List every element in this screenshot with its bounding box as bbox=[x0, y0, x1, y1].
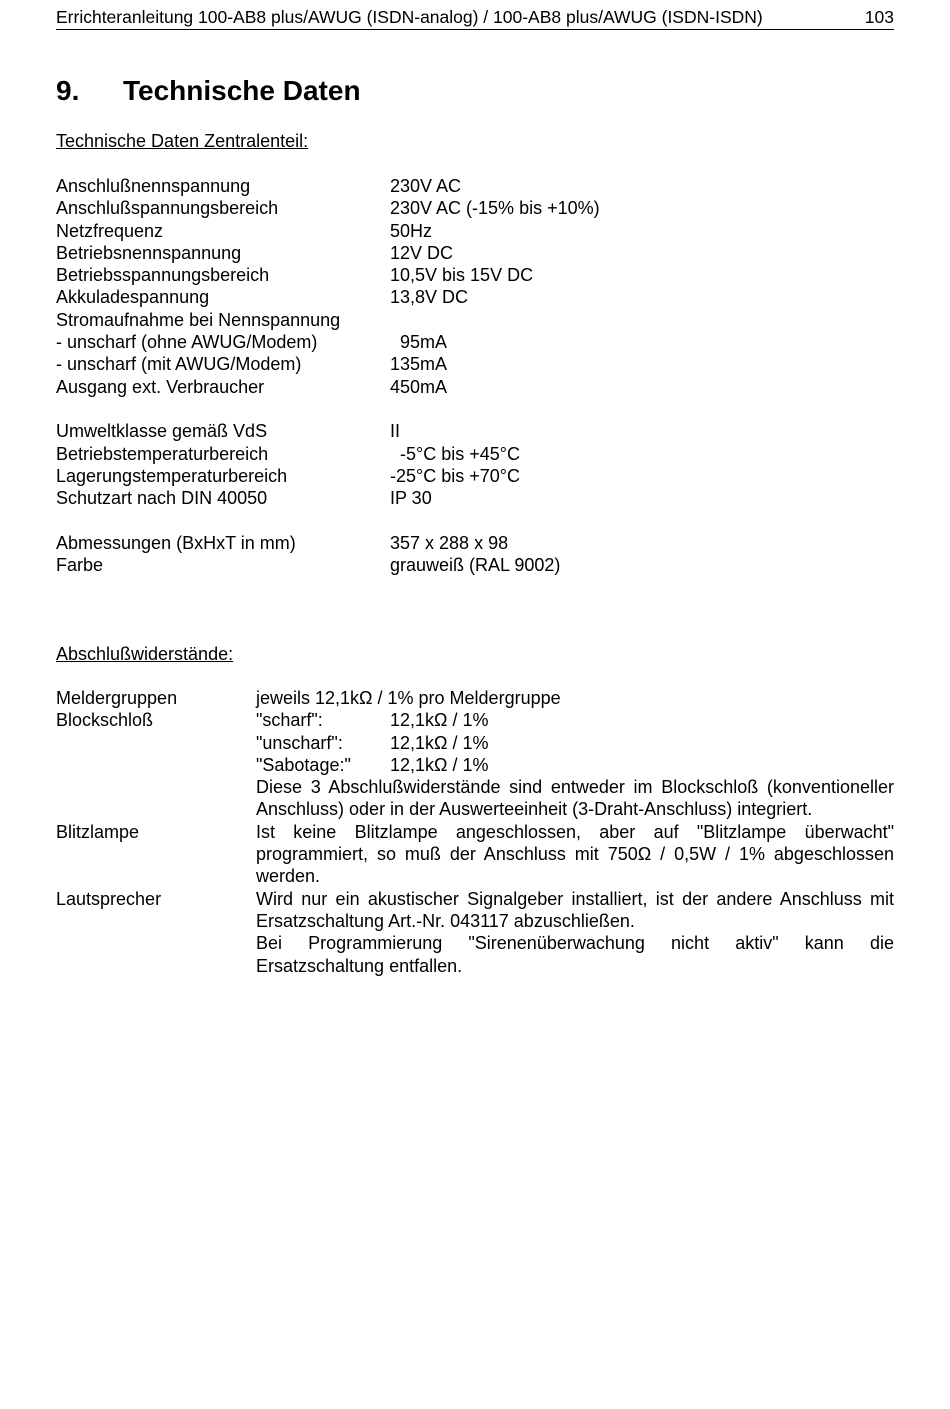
blockschloss-item-key: "scharf": bbox=[256, 710, 323, 731]
spec-row bbox=[56, 554, 894, 576]
spec-value: 10,5V bis 15V DC bbox=[390, 265, 534, 286]
spec-row bbox=[56, 286, 894, 308]
spec-row bbox=[56, 443, 894, 465]
spec-row bbox=[56, 376, 894, 398]
central-unit-heading: Technische Daten Zentralenteil: bbox=[56, 131, 309, 151]
spec-row bbox=[56, 465, 894, 487]
resistor-text: jeweils 12,1kΩ / 1% pro Meldergruppe bbox=[256, 688, 561, 708]
spec-row bbox=[56, 175, 894, 197]
spec-value: grauweiß (RAL 9002) bbox=[390, 555, 561, 576]
page-header bbox=[56, 6, 894, 30]
spec-value: 357 x 288 x 98 bbox=[390, 532, 509, 553]
spec-value: 12V DC bbox=[390, 242, 454, 263]
page-number: 103 bbox=[864, 7, 894, 27]
lautsprecher-text: Bei Programmierung "Sirenenüberwachung nicht aktiv" kann die Ersatzschaltung entfallen. bbox=[256, 933, 894, 976]
spec-row bbox=[56, 532, 894, 554]
spec-row bbox=[56, 353, 894, 375]
spec-value: IP 30 bbox=[390, 488, 432, 509]
resistor-row-blockschloss bbox=[56, 709, 894, 820]
spec-value: 450mA bbox=[390, 376, 448, 397]
blockschloss-item-value: 12,1kΩ / 1% bbox=[390, 754, 489, 775]
blockschloss-item bbox=[256, 732, 894, 754]
spec-row bbox=[56, 420, 894, 442]
spec-label: Betriebsspannungsbereich bbox=[56, 265, 270, 286]
resistor-row-meldergruppen bbox=[56, 687, 894, 709]
spec-label: Anschlußnennspannung bbox=[56, 176, 251, 196]
spec-row bbox=[56, 509, 894, 531]
spec-value: 50Hz bbox=[390, 220, 433, 241]
spec-value: 95mA bbox=[390, 332, 448, 353]
spec-label: Ausgang ext. Verbraucher bbox=[56, 376, 265, 397]
resistor-row-blitzlampe bbox=[56, 821, 894, 888]
document-title: Errichteranleitung 100-AB8 plus/AWUG (ISDN-analog) / 100-AB8 plus/AWUG (ISDN-ISDN) bbox=[56, 7, 763, 27]
spec-value: 135mA bbox=[390, 354, 448, 375]
chapter-number: 9. bbox=[56, 75, 80, 106]
blockschloss-item-value: 12,1kΩ / 1% bbox=[390, 732, 489, 753]
central-unit-spec-list bbox=[56, 175, 894, 576]
spec-label: Farbe bbox=[56, 555, 104, 576]
spec-label: Umweltklasse gemäß VdS bbox=[56, 421, 268, 442]
spec-label: Abmessungen (BxHxT in mm) bbox=[56, 532, 296, 553]
resistor-row-lautsprecher bbox=[56, 888, 894, 977]
blockschloss-item-value: 12,1kΩ / 1% bbox=[390, 710, 489, 731]
spec-label: - unscharf (mit AWUG/Modem) bbox=[56, 354, 302, 375]
resistor-label: Blitzlampe bbox=[56, 821, 140, 842]
spec-row bbox=[56, 487, 894, 509]
blockschloss-details bbox=[256, 709, 894, 820]
spec-row bbox=[56, 197, 894, 219]
resistor-text: Ist keine Blitzlampe angeschlossen, aber auf "Blitzlampe überwacht" programmiert, so muß der Anschluss mit 750Ω / 0,5W / 1% abgeschlossen werden. bbox=[256, 821, 894, 887]
spec-label: Stromaufnahme bei Nennspannung bbox=[56, 309, 341, 330]
chapter-title: Technische Daten bbox=[123, 75, 361, 106]
blockschloss-note: Diese 3 Abschlußwiderstände sind entweder im Blockschloß (konventioneller Anschluss) oder in der Auswerteeinheit (3-Draht-Anschluss) integriert. bbox=[256, 777, 894, 820]
spec-value: II bbox=[390, 421, 401, 442]
spec-label: - unscharf (ohne AWUG/Modem) bbox=[56, 332, 318, 353]
spec-value: -25°C bis +70°C bbox=[390, 465, 520, 486]
spec-label: Betriebstemperaturbereich bbox=[56, 443, 269, 464]
chapter-heading bbox=[56, 74, 361, 108]
spec-row bbox=[56, 264, 894, 286]
spec-value: 230V AC (-15% bis +10%) bbox=[390, 198, 600, 219]
blockschloss-item bbox=[256, 709, 894, 731]
spec-label: Netzfrequenz bbox=[56, 220, 164, 241]
spec-row bbox=[56, 398, 894, 420]
spec-label: Betriebsnennspannung bbox=[56, 242, 242, 263]
spec-row bbox=[56, 309, 894, 331]
resistors-heading: Abschlußwiderstände: bbox=[56, 644, 234, 664]
spec-value: -5°C bis +45°C bbox=[390, 443, 520, 464]
spec-row bbox=[56, 242, 894, 264]
spec-value: 13,8V DC bbox=[390, 287, 469, 308]
spec-value: 230V AC bbox=[390, 176, 462, 196]
resistor-label: Lautsprecher bbox=[56, 888, 162, 909]
spec-row bbox=[56, 220, 894, 242]
lautsprecher-text: Wird nur ein akustischer Signalgeber installiert, ist der andere Anschluss mit Ersatzschaltung Art.-Nr. 043117 abzuschließen. bbox=[256, 888, 894, 931]
spec-label: Anschlußspannungsbereich bbox=[56, 198, 279, 219]
blockschloss-item-key: "Sabotage:" bbox=[256, 754, 351, 775]
lautsprecher-details bbox=[256, 888, 894, 977]
blockschloss-item bbox=[256, 754, 894, 776]
spec-row bbox=[56, 331, 894, 353]
resistor-label: Blockschloß bbox=[56, 710, 154, 731]
spec-label: Lagerungstemperaturbereich bbox=[56, 465, 288, 486]
blockschloss-item-key: "unscharf": bbox=[256, 732, 343, 753]
spec-label: Akkuladespannung bbox=[56, 287, 210, 308]
resistor-label: Meldergruppen bbox=[56, 688, 178, 708]
spec-label: Schutzart nach DIN 40050 bbox=[56, 488, 268, 509]
resistors-list bbox=[56, 687, 894, 977]
